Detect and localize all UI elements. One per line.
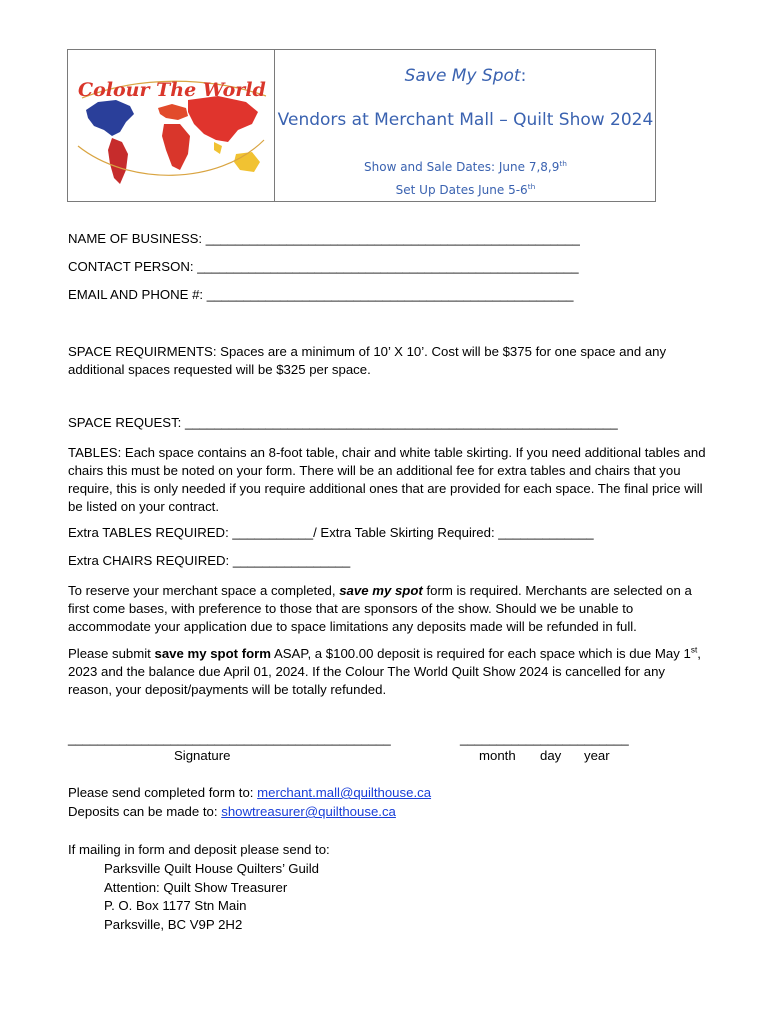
header-box <box>67 49 656 202</box>
business-name-field[interactable]: NAME OF BUSINESS: ___________________________________________________ <box>68 231 580 246</box>
reserve-text: To reserve your merchant space a completed, save my spot form is required. Merchants are selected on a first come bases, with preference to those that are sponsors of the show. Should we be unable to accommodate your application due to space limitations any deposits made will be refunded in full. <box>68 583 692 634</box>
mailing-address-line: Parksville Quilt House Quilters’ Guild <box>104 861 319 876</box>
world-map-logo-icon <box>68 50 274 201</box>
show-dates: Show and Sale Dates: June 7,8,9th <box>364 159 567 174</box>
space-requirements-text: SPACE REQUIRMENTS: Spaces are a minimum of 10’ X 10’. Cost will be $375 for one space and any additional spaces requested will be $325 per space. <box>68 344 667 377</box>
mailing-address-line: Attention: Quilt Show Treasurer <box>104 880 288 895</box>
contact-person-field[interactable]: CONTACT PERSON: ____________________________________________________ <box>68 259 579 274</box>
deposit-line: Deposits can be made to: showtreasurer@quilthouse.ca <box>68 804 396 819</box>
logo-lettering: Colour The World <box>78 79 266 101</box>
form-subtitle: Vendors at Merchant Mall – Quilt Show 2024 <box>277 110 654 130</box>
extra-chairs-field[interactable]: Extra CHAIRS REQUIRED: ________________ <box>68 553 351 568</box>
month-label: month <box>479 748 516 763</box>
date-line[interactable]: _______________________ <box>460 731 629 746</box>
setup-dates: Set Up Dates June 5-6th <box>395 182 536 197</box>
mailing-intro: If mailing in form and deposit please send to: <box>68 842 330 857</box>
year-label: year <box>584 748 610 763</box>
mailing-address-line: P. O. Box 1177 Stn Main <box>104 898 247 913</box>
header-title-cell <box>275 50 656 201</box>
signature-label: Signature <box>174 748 231 763</box>
send-form-line: Please send completed form to: merchant.mall@quilthouse.ca <box>68 785 432 800</box>
day-label: day <box>540 748 562 763</box>
logo <box>68 50 275 201</box>
space-request-field[interactable]: SPACE REQUEST: ___________________________________________________________ <box>68 415 618 430</box>
treasurer-email-link[interactable]: showtreasurer@quilthouse.ca <box>221 804 396 819</box>
tables-text: TABLES: Each space contains an 8-foot table, chair and white table skirting. If you need additional tables and chairs this must be noted on your form. There will be an additional fee for extra tables and chairs that you require, this is only needed if you require additional ones that are provided for each space. The final price will be listed on your contract. <box>68 445 706 514</box>
merchant-email-link[interactable]: merchant.mall@quilthouse.ca <box>257 785 432 800</box>
submit-text: Please submit save my spot form ASAP, a $100.00 deposit is required for each space which is due May 1st, 2023 and the balance due April 01, 2024. If the Colour The World Quilt Show 2024 is cancelled for any reason, your deposit/payments will be totally refunded. <box>68 645 701 697</box>
signature-line[interactable]: ____________________________________________ <box>68 731 391 746</box>
extra-tables-field[interactable]: Extra TABLES REQUIRED: ___________/ Extra Table Skirting Required: _____________ <box>68 525 594 540</box>
form-title: Save My Spot: <box>404 66 527 86</box>
mailing-address-line: Parksville, BC V9P 2H2 <box>104 917 243 932</box>
email-phone-field[interactable]: EMAIL AND PHONE #: __________________________________________________ <box>68 287 574 302</box>
